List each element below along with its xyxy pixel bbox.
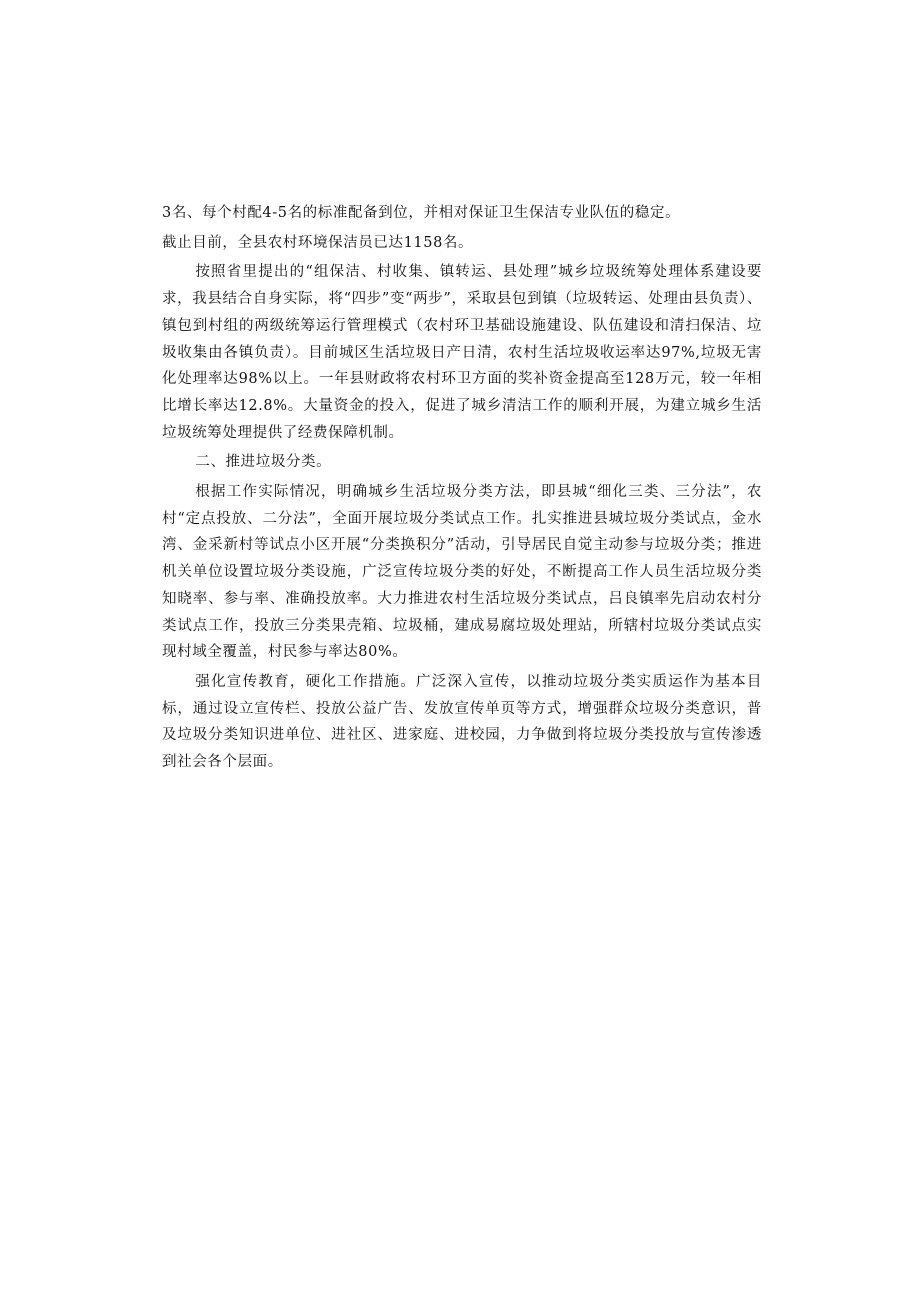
paragraph-publicity-education: 强化宣传教育，硬化工作措施。广泛深入宣传，以推动垃圾分类实质运作为基本目标，通过设立宣传栏、投放公益广告、发放宣传单页等方式，增强群众垃圾分类意识，普及垃圾分类知识进单位、进社区、进家庭、进校园，力争做到将垃圾分类投放与宣传渗透到社会各个层面。 (162, 673, 762, 771)
section-heading-waste-sorting: 二、推进垃圾分类。 (195, 454, 332, 471)
paragraph-waste-system: 按照省里提出的“组保洁、村收集、镇转运、县处理”城乡垃圾统筹处理体系建设要求，我县结合自身实际，将“四步”变“两步”，采取县包到镇（垃圾转运、处理由县负责）、镇包到村组的两级统筹运行管理模式（农村环卫基础设施建设、队伍建设和清扫保洁、垃圾收集由各镇负责）。目前城区生活垃圾日产日清，农村生活垃圾收运率达97%,垃圾无害化处理率达98%以上。一年县财政将农村环卫方面的奖补资金提高至128万元，较一年相比增长率达12.8%。大量资金的投入，促进了城乡清洁工作的顺利开展，为建立城乡生活垃圾统筹处理提供了经费保障机制。 (162, 264, 762, 441)
paragraph-sorting-methods: 根据工作实际情况，明确城乡生活垃圾分类方法，即县城“细化三类、三分法”，农村“定点投放、二分法”，全面开展垃圾分类试点工作。扎实推进县城垃圾分类试点，金水湾、金采新村等试点小区开展“分类换积分”活动，引导居民自觉主动参与垃圾分类；推进机关单位设置垃圾分类设施，广泛宣传垃圾分类的好处，不断提高工作人员生活垃圾分类知晓率、参与率、准确投放率。大力推进农村生活垃圾分类试点，吕良镇率先启动农村分类试点工作，投放三分类果壳箱、垃圾桶，建成易腐垃圾处理站，所辖村垃圾分类试点实现村域全覆盖，村民参与率达80%。 (162, 484, 762, 661)
paragraph-cleaner-count: 截止目前，全县农村环境保洁员已达1158名。 (162, 234, 474, 251)
paragraph-staffing-standard: 3名、每个村配4-5名的标准配备到位，并相对保证卫生保洁专业队伍的稳定。 (162, 205, 681, 221)
document-body (162, 200, 762, 776)
